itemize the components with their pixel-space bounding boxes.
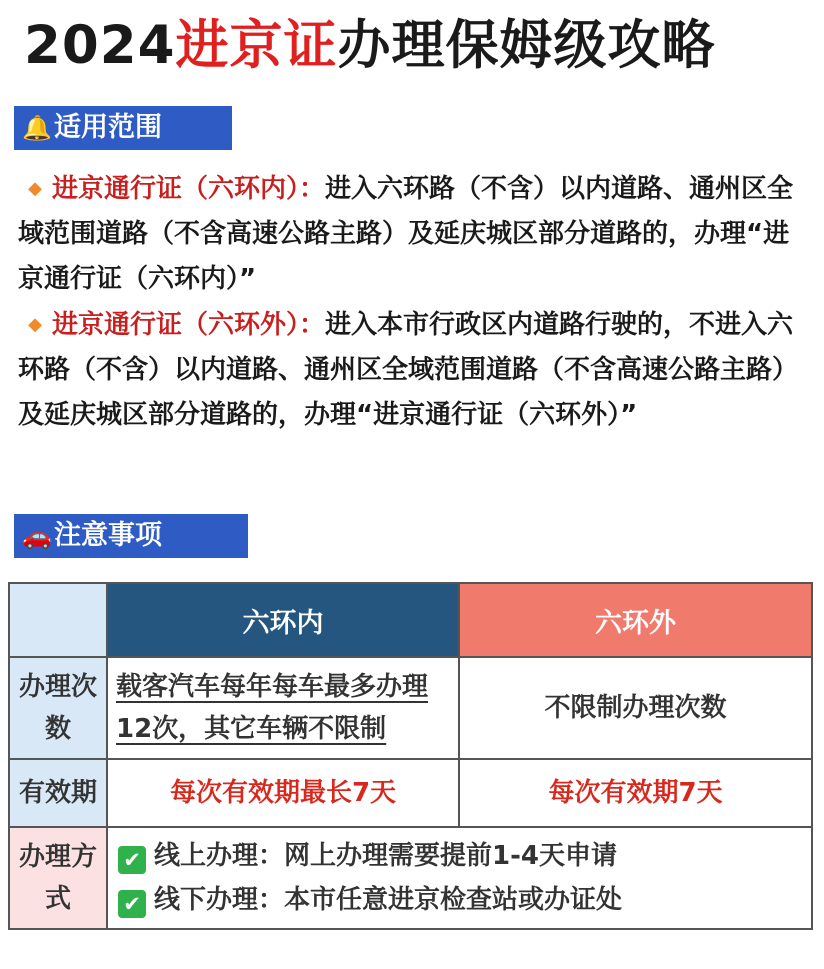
validity-inner-cell: 每次有效期最长7天: [107, 759, 459, 827]
bell-icon: 🔔: [22, 114, 52, 142]
row-label-validity: 有效期: [9, 759, 107, 827]
scope-heading: 适用范围: [54, 112, 162, 143]
column-header-inner: 六环内: [107, 583, 459, 657]
scope-item-text: 进入本市行政区内道路行驶的，不进入六环路（不含）以内道路、通州区全域范围道路（不含高速公路主路）及延庆城区部分道路的，办理“进京通行证（六环外）”: [18, 310, 799, 430]
method-online: [118, 834, 801, 878]
table-corner-cell: [9, 583, 107, 657]
check-icon: ✔: [118, 890, 146, 918]
scope-item-label: 进京通行证（六环内）：: [52, 174, 326, 204]
notes-section-tag: [14, 514, 248, 558]
title-year: 2024: [24, 15, 176, 76]
notes-heading: 注意事项: [54, 520, 162, 551]
scope-item-text: 进入六环路（不含）以内道路、通州区全域范围道路（不含高速公路主路）及延庆城区部分道路的，办理“进京通行证（六环内）”: [18, 174, 794, 294]
diamond-bullet-icon: ◆: [28, 178, 42, 199]
check-icon: ✔: [118, 846, 146, 874]
table-row: [9, 657, 812, 759]
scope-item-label: 进京通行证（六环外）：: [52, 310, 326, 340]
table-row: [9, 759, 812, 827]
scope-content: [18, 166, 808, 438]
scope-item-outer: [18, 302, 808, 438]
row-label-method: 办理方式: [9, 827, 107, 929]
method-text: 线上办理：网上办理需要提前1-4天申请: [154, 841, 617, 871]
method-text: 线下办理：本市任意进京检查站或办证处: [154, 885, 623, 915]
page-title: [24, 14, 804, 78]
table-row: [9, 827, 812, 929]
title-highlight: 进京证: [175, 15, 338, 76]
car-icon: 🚗: [22, 522, 52, 550]
validity-outer-cell: 每次有效期7天: [459, 759, 812, 827]
scope-section-tag: [14, 106, 232, 150]
diamond-bullet-icon: ◆: [28, 314, 42, 335]
column-header-outer: 六环外: [459, 583, 812, 657]
table-header-row: [9, 583, 812, 657]
scope-item-inner: [18, 166, 808, 302]
row-label-count: 办理次数: [9, 657, 107, 759]
count-inner-cell: 载客汽车每年每车最多办理12次，其它车辆不限制: [107, 657, 459, 759]
notes-table: [8, 582, 813, 930]
title-suffix: 办理保姆级攻略: [337, 15, 716, 76]
method-cell: [107, 827, 812, 929]
method-offline: [118, 878, 801, 922]
count-outer-cell: 不限制办理次数: [459, 657, 812, 759]
